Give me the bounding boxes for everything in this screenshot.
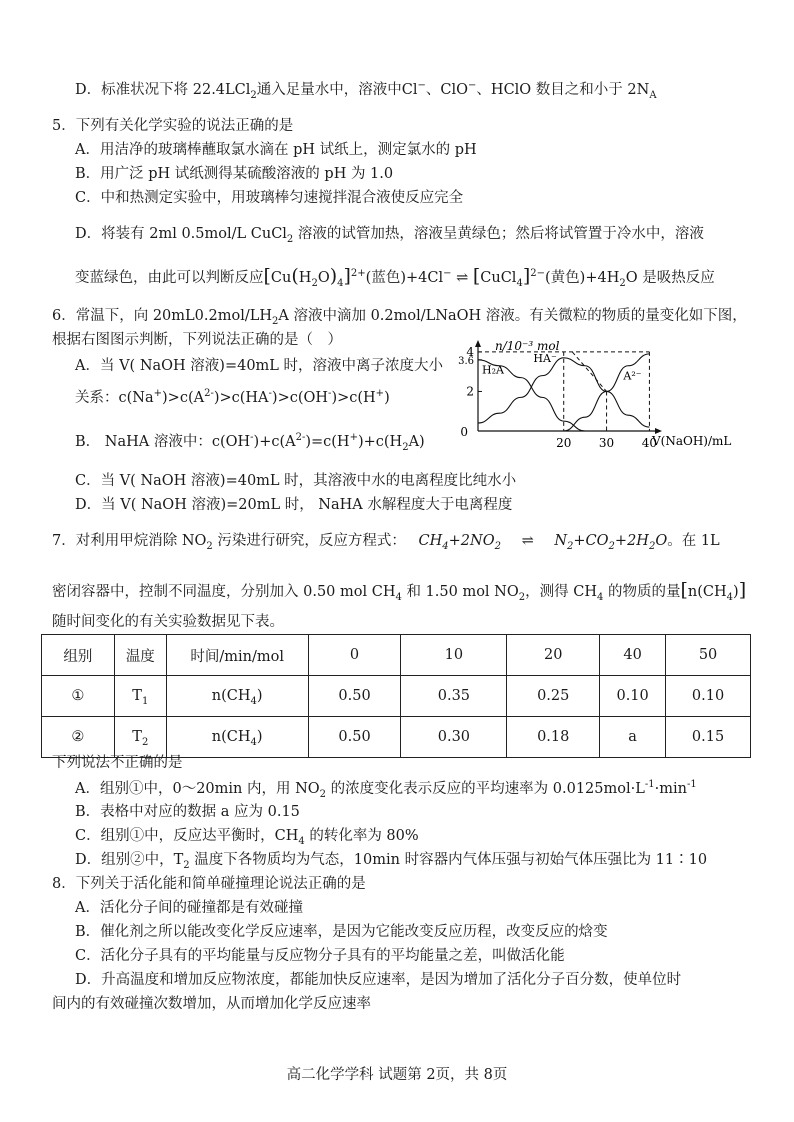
q5-option-b: B．用广泛 pH 试纸测得某硫酸溶液的 pH 为 1.0: [75, 166, 394, 182]
q7-stem-line1: 7．对利用甲烷消除 $NO_2$ 污染进行研究，反应方程式： $CH_4+2NO_2$ ⇌ $N_2+CO_2+2H_2O$。在 1L: [52, 533, 720, 552]
page-footer: 高二化学学科 试题第 2页，共 8页: [286, 1067, 508, 1083]
species-amount-chart: [440, 336, 760, 452]
q7-option-b: B．表格中对应的数据 a 应为 0.15: [75, 804, 300, 820]
chart-dashed-guide: [572, 352, 606, 392]
q5-stem: 5．下列有关化学实验的说法正确的是: [52, 118, 294, 134]
q5-option-d-line1: D．将装有 2ml 0.5mol/L CuCl$_2$ 溶液的试管加热，溶液呈黄绿色；然后将试管置于冷水中，溶液: [75, 226, 704, 245]
q8-option-b: B．催化剂之所以能改变化学反应速率，是因为它能改变反应历程，改变反应的焓变: [75, 924, 608, 940]
chart-ytick-label: 4: [466, 344, 474, 359]
table-header-cell: 10: [401, 635, 507, 676]
table-header-cell: 40: [600, 635, 666, 676]
table-cell: 0.18: [507, 717, 600, 758]
q7-data-table: [41, 634, 751, 758]
q8-option-c: C．活化分子具有的平均能量与反应物分子具有的平均能量之差，叫做活化能: [75, 948, 565, 964]
chart-series-label: H₂A: [482, 363, 504, 377]
q4-option-d: D．标准状况下将 22.4LCl$_2$通入足量水中，溶液中Cl−、ClO−、HClO 数目之和小于 $2N_A$: [75, 80, 657, 101]
chart-series-label: A²⁻: [623, 369, 642, 383]
table-cell: 0.35: [401, 676, 507, 717]
table-cell: 0.25: [507, 676, 600, 717]
chart-y-arrow: [475, 340, 481, 347]
q6-stem-line1: 6．常温下，向 $20mL0.2mol/LH_2A$ 溶液中滴加 0.2mol/LNaOH 溶液。有关微粒的物质的量变化如下图，: [52, 308, 747, 327]
q8-option-d-line2: 间内的有效碰撞次数增加，从而增加化学反应速率: [52, 996, 371, 1012]
q8-option-d-line1: D．升高温度和增加反应物浓度，都能加快反应速率，是因为增加了活化分子百分数，使单位时: [75, 972, 682, 988]
q7-option-a: A．组别①中，0～20min 内，用 $NO_2$ 的浓度变化表示反应的平均速率为 $0.0125mol\cdot L^{-1}\cdot\min^{-1}$: [75, 779, 697, 800]
q7-stem-line2: 密闭容器中，控制不同温度，分别加入 0.50 mol $CH_4$ 和 1.50 mol $NO_2$，测得 $CH_4$ 的物质的量$[n(CH_4)]$: [52, 579, 747, 603]
q7-option-d: D．组别②中，$T_2$ 温度下各物质均为气态，10min 时容器内气体压强与初始气体压强比为 11∶10: [75, 852, 708, 871]
table-cell: 0.30: [401, 717, 507, 758]
q5-option-c: C．中和热测定实验中，用玻璃棒匀速搅拌混合液使反应完全: [75, 190, 464, 206]
q6-option-b: B． NaHA 溶液中：$c(OH^-)+c(A^{2-})=c(H^+)+c(H_2A)$: [75, 432, 425, 453]
q6-option-a-line2: 关系：$c(Na^+)>c(A^{2-})>c(HA^-)>c(OH^-)>c(H^+)$: [75, 388, 390, 406]
q7-after-table: 下列说法不正确的是: [52, 755, 183, 771]
table-header-cell: 50: [666, 635, 751, 676]
q6-option-c: C．当 V( NaOH 溶液)=40mL 时，其溶液中水的电离程度比纯水小: [75, 473, 517, 489]
q8-stem: 8．下列关于活化能和简单碰撞理论说法正确的是: [52, 876, 366, 892]
q5-option-d-line2: 变蓝绿色，由此可以判断反应$[Cu(H_2O)_4]^{2+}$(蓝色)+4Cl− ⇌ [CuCl$_4$]$^{2-}$(黄色)$+4H_2O$ 是吸热反应: [75, 265, 715, 289]
q6-stem-line2: 根据右图图示判断，下列说法正确的是（ ）: [52, 332, 342, 348]
table-cell: 0.10: [666, 676, 751, 717]
table-cell: 0.10: [600, 676, 666, 717]
chart-xtick-label: 30: [598, 436, 615, 450]
table-cell: ①: [42, 676, 115, 717]
table-header-cell: 组别: [42, 635, 115, 676]
table-row: [42, 676, 751, 717]
q5-option-a: A．用洁净的玻璃棒蘸取氯水滴在 pH 试纸上，测定氯水的 pH: [75, 142, 477, 158]
q7-option-c: C．组别①中，反应达平衡时，$CH_4$ 的转化率为 80%: [75, 828, 419, 847]
table-cell: $T_1$: [114, 676, 166, 717]
table-cell: 0.50: [308, 676, 401, 717]
chart-series-label: HA⁻: [533, 351, 557, 365]
table-header-cell: 20: [507, 635, 600, 676]
table-cell: 0.50: [308, 717, 401, 758]
q7-stem-line3: 随时间变化的有关实验数据见下表。: [52, 614, 284, 630]
chart-ylabel: n/10⁻³ mol: [495, 339, 560, 353]
chart-ytick-label: 3.6: [458, 355, 474, 367]
table-cell: $n(CH_4)$: [166, 676, 308, 717]
chart-ytick-label: 2: [466, 384, 474, 399]
table-header-row: [42, 635, 751, 676]
q6-option-a-line1: A．当 V( NaOH 溶液)=40mL 时，溶液中离子浓度大小: [75, 358, 444, 374]
table-header-cell: 时间/min/mol: [166, 635, 308, 676]
table-cell: $n(CH_4)$: [166, 717, 308, 758]
table-cell: 0.15: [666, 717, 751, 758]
table-cell: a: [600, 717, 666, 758]
table-header-cell: 温度: [114, 635, 166, 676]
table-header-cell: 0: [308, 635, 401, 676]
q6-option-d: D．当 V( NaOH 溶液)=20mL 时， NaHA 水解程度大于电离程度: [75, 497, 513, 513]
table-row: [42, 717, 751, 758]
table-cell: ②: [42, 717, 115, 758]
table-cell: $T_2$: [114, 717, 166, 758]
chart-xtick-label: 20: [556, 436, 572, 450]
chart-xtick-label: 40: [641, 436, 658, 450]
chart-ytick-label: 0: [460, 425, 468, 439]
q8-option-a: A．活化分子间的碰撞都是有效碰撞: [75, 900, 303, 916]
chart-xlabel: V(NaOH)/mL: [652, 434, 732, 448]
